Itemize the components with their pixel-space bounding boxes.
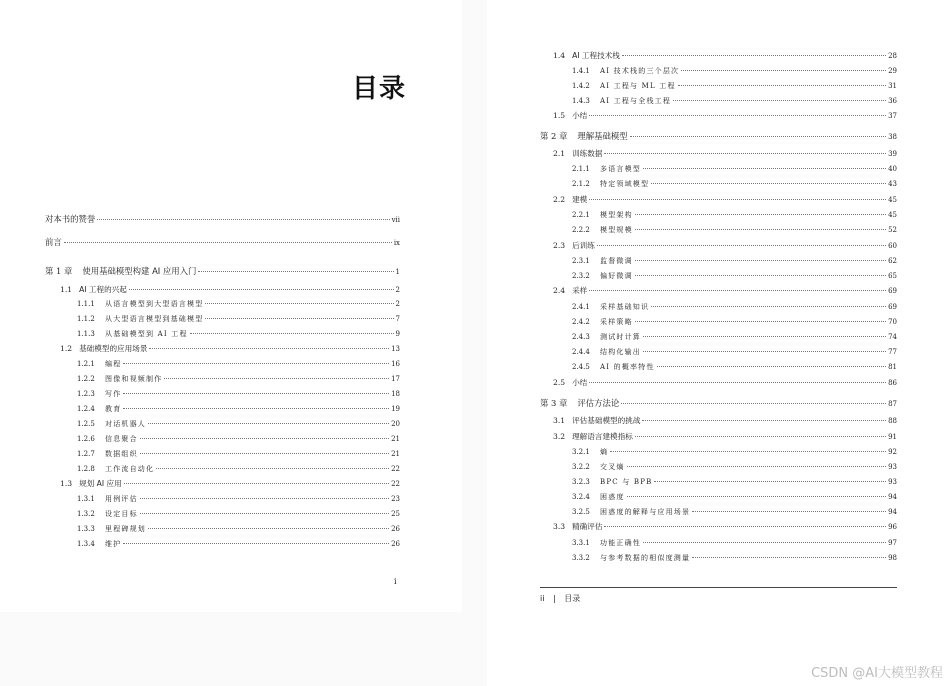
toc-entry-number: 2.1.1 <box>572 165 590 173</box>
toc-entry-page: 70 <box>888 318 897 326</box>
dot-leader <box>643 336 886 337</box>
dot-leader <box>654 481 886 482</box>
toc-entry-number: 1.3 <box>60 479 73 488</box>
toc-entry-number: 1.1 <box>60 285 73 294</box>
dot-leader <box>97 219 389 220</box>
toc-entry-page: 86 <box>888 379 897 387</box>
toc-entry-title: 信息聚合 <box>105 435 138 443</box>
toc-entry-title: 采样策略 <box>600 318 633 326</box>
toc-entry-title: 模型规模 <box>600 226 633 234</box>
toc-entry-title: AI 工程的兴起 <box>79 285 127 294</box>
toc-entry-title: 理解基础模型 <box>577 131 628 141</box>
dot-leader <box>148 528 389 529</box>
toc-entry-number: 3.3.1 <box>572 539 590 547</box>
toc-entry-page: 69 <box>888 287 897 295</box>
dot-leader <box>627 466 886 467</box>
toc-entry[interactable] <box>572 447 897 457</box>
toc-entry[interactable] <box>60 285 400 295</box>
toc-entry-page: 92 <box>888 448 897 456</box>
toc-entry-page: 2 <box>395 286 400 294</box>
toc-entry-page: 19 <box>391 405 400 413</box>
toc-entry-number: 1.2 <box>60 344 73 353</box>
toc-entry-title: BPC 与 BPB <box>600 478 653 486</box>
toc-entry-title: 基础模型的应用场景 <box>79 344 148 353</box>
toc-entry-page: 97 <box>888 539 897 547</box>
toc-entry-page: 20 <box>391 420 400 428</box>
toc-entry-title: 从大型语言模型到基础模型 <box>105 315 204 323</box>
toc-entry-page: 9 <box>395 330 400 338</box>
toc-entry-page: 39 <box>888 150 897 158</box>
toc-entry-number: 3.2.4 <box>572 493 590 501</box>
toc-entry-number: 1.2.6 <box>77 435 95 443</box>
toc-entry-page: 1 <box>395 268 400 276</box>
toc-entry-title: 数据组织 <box>105 450 138 458</box>
toc-entry-number: 3.2.5 <box>572 508 590 516</box>
toc-entry-title: 规划 AI 应用 <box>79 479 122 488</box>
dot-leader <box>123 363 389 364</box>
dot-leader <box>635 436 886 437</box>
toc-entry-number: 2.4.4 <box>572 348 590 356</box>
toc-entry-number: 第 2 章 <box>540 131 568 141</box>
toc-entry-number: 1.2.1 <box>77 360 95 368</box>
toc-entry-title: 从语言模型到大型语言模型 <box>105 300 204 308</box>
watermark: CSDN @AI大模型教程 <box>811 666 943 681</box>
dot-leader <box>678 85 886 86</box>
toc-entry-page: 69 <box>888 303 897 311</box>
toc-entry-number: 第 1 章 <box>45 266 73 276</box>
toc-entry-number: 1.3.2 <box>77 510 95 518</box>
dot-leader <box>148 423 389 424</box>
toc-entry-title: 精确评估 <box>572 522 603 531</box>
toc-entry[interactable] <box>77 524 400 534</box>
toc-entry-page: 25 <box>391 510 400 518</box>
toc-entry-title: 小结 <box>572 378 588 387</box>
dot-leader <box>651 183 886 184</box>
toc-entry[interactable] <box>45 266 400 277</box>
toc-entry-number: 1.4 <box>553 51 566 60</box>
toc-entry-page: 77 <box>888 348 897 356</box>
dot-leader <box>630 136 886 137</box>
toc-entry-page: 26 <box>391 540 400 548</box>
toc-entry[interactable] <box>553 195 897 205</box>
toc-entry[interactable] <box>572 179 897 189</box>
dot-leader <box>205 318 393 319</box>
toc-entry-number: 1.1.2 <box>77 315 95 323</box>
toc-entry-number: 2.5 <box>553 378 566 387</box>
toc-entry-page: 43 <box>888 180 897 188</box>
toc-entry-number: 1.2.8 <box>77 465 95 473</box>
toc-entry-page: 2 <box>395 300 400 308</box>
dot-leader <box>643 542 886 543</box>
toc-entry[interactable] <box>77 464 400 474</box>
toc-entry-number: 1.2.5 <box>77 420 95 428</box>
toc-entry-title: 困惑度的解释与应用场景 <box>600 508 691 516</box>
toc-entry[interactable] <box>77 539 400 549</box>
toc-entry-page: 21 <box>391 450 400 458</box>
toc-entry[interactable] <box>553 432 897 442</box>
toc-entry-page: 74 <box>888 333 897 341</box>
toc-entry-number: 1.2.2 <box>77 375 95 383</box>
dot-leader <box>651 306 886 307</box>
toc-entry[interactable] <box>540 398 897 409</box>
toc-entry-number: 2.4.3 <box>572 333 590 341</box>
toc-entry[interactable] <box>77 434 400 444</box>
toc-entry[interactable] <box>540 131 897 142</box>
toc-entry-number: 1.3.3 <box>77 525 95 533</box>
toc-entry-number: 2.4.2 <box>572 318 590 326</box>
toc-entry-title: 理解语言建模指标 <box>572 432 633 441</box>
toc-entry-page: 16 <box>391 360 400 368</box>
dot-leader <box>642 420 886 421</box>
toc-entry[interactable] <box>572 477 897 487</box>
toc-entry-number: 2.3 <box>553 241 566 250</box>
toc-entry-title: 采样基础知识 <box>600 303 650 311</box>
dot-leader <box>643 168 886 169</box>
toc-entry-number: 1.2.7 <box>77 450 95 458</box>
dot-leader <box>123 408 389 409</box>
toc-entry-title: 里程碑规划 <box>105 525 146 533</box>
toc-entry-page: 52 <box>888 226 897 234</box>
toc-entry[interactable] <box>77 359 400 369</box>
toc-entry[interactable] <box>572 362 897 372</box>
toc-entry-title: 后训练 <box>572 241 595 250</box>
toc-entry[interactable] <box>553 378 897 388</box>
dot-leader <box>149 348 389 349</box>
dot-leader <box>140 513 389 514</box>
dot-leader <box>589 199 886 200</box>
toc-entry-number: 3.3.2 <box>572 554 590 562</box>
toc-entry[interactable] <box>572 317 897 327</box>
toc-entry-title: 写作 <box>105 390 122 398</box>
toc-entry-page: 94 <box>888 493 897 501</box>
toc-entry-title: 前言 <box>45 237 62 247</box>
toc-entry[interactable] <box>572 302 897 312</box>
toc-entry-number: 2.3.1 <box>572 257 590 265</box>
toc-entry-page: 17 <box>391 375 400 383</box>
dot-leader <box>140 498 389 499</box>
toc-entry[interactable] <box>553 241 897 251</box>
dot-leader <box>589 382 886 383</box>
toc-entry-title: 工作流自动化 <box>105 465 155 473</box>
toc-entry[interactable] <box>572 96 897 106</box>
toc-entry-title: 使用基础模型构建 AI 应用入门 <box>82 266 197 276</box>
toc-entry-page: 38 <box>888 133 897 141</box>
toc-entry-title: 监督微调 <box>600 257 633 265</box>
toc-entry[interactable] <box>572 538 897 548</box>
toc-entry-title: 从基础模型到 AI 工程 <box>105 330 188 338</box>
toc-entry-number: 3.2.3 <box>572 478 590 486</box>
toc-entry-title: 对话机器人 <box>105 420 146 428</box>
toc-entry[interactable] <box>572 507 897 517</box>
dot-leader <box>140 453 389 454</box>
toc-entry-page: vii <box>391 216 400 224</box>
toc-entry-page: 93 <box>888 463 897 471</box>
toc-entry[interactable] <box>77 509 400 519</box>
toc-entry-number: 2.2.2 <box>572 226 590 234</box>
toc-entry-page: 29 <box>888 67 897 75</box>
dot-leader <box>156 468 389 469</box>
footer-page-number: ii <box>540 594 545 603</box>
dot-leader <box>597 245 886 246</box>
toc-entry-number: 3.2.2 <box>572 463 590 471</box>
toc-entry[interactable] <box>553 51 897 61</box>
footer-rule <box>540 587 897 588</box>
toc-entry-title: 熵 <box>600 448 609 456</box>
toc-entry-page: 31 <box>888 82 897 90</box>
toc-entry-title: 小结 <box>572 111 588 120</box>
dot-leader <box>140 438 389 439</box>
dot-leader <box>123 543 389 544</box>
toc-entry-page: 60 <box>888 242 897 250</box>
toc-entry-number: 2.2 <box>553 195 566 204</box>
toc-entry[interactable] <box>77 329 400 339</box>
toc-entry[interactable] <box>572 271 897 281</box>
toc-entry-number: 1.1.3 <box>77 330 95 338</box>
toc-entry-title: 采样 <box>572 286 588 295</box>
toc-entry-number: 1.4.2 <box>572 82 590 90</box>
toc-entry-page: 13 <box>391 345 400 353</box>
toc-entry[interactable] <box>572 332 897 342</box>
toc-entry-number: 1.2.4 <box>77 405 95 413</box>
dot-leader <box>657 366 886 367</box>
toc-entry-page: 45 <box>888 211 897 219</box>
toc-entry-page: 96 <box>888 523 897 531</box>
toc-entry-page: 93 <box>888 478 897 486</box>
dot-leader <box>129 289 394 290</box>
toc-entry-number: 1.1.1 <box>77 300 95 308</box>
dot-leader <box>64 242 392 243</box>
toc-entry-title: 评估方法论 <box>577 398 620 408</box>
toc-entry-page: 88 <box>888 417 897 425</box>
dot-leader <box>635 260 886 261</box>
dot-leader <box>681 70 886 71</box>
toc-entry-page: 65 <box>888 272 897 280</box>
toc-entry-title: 设定目标 <box>105 510 138 518</box>
dot-leader <box>692 511 886 512</box>
toc-entry-page: 22 <box>391 480 400 488</box>
toc-entry-page: 98 <box>888 554 897 562</box>
dot-leader <box>635 214 886 215</box>
toc-entry-number: 2.1 <box>553 149 566 158</box>
toc-entry-title: 教育 <box>105 405 122 413</box>
toc-entry[interactable] <box>60 344 400 354</box>
toc-entry-number: 2.4 <box>553 286 566 295</box>
toc-entry[interactable] <box>553 522 897 532</box>
toc-entry-title: 偏好微调 <box>600 272 633 280</box>
toc-entry-number: 1.3.4 <box>77 540 95 548</box>
toc-entry[interactable] <box>45 237 400 248</box>
dot-leader <box>190 333 394 334</box>
toc-entry[interactable] <box>572 210 897 220</box>
dot-leader <box>124 483 389 484</box>
toc-entry-title: AI 的概率特性 <box>600 363 655 371</box>
toc-entry-number: 1.4.3 <box>572 97 590 105</box>
toc-entry-page: 87 <box>888 400 897 408</box>
toc-entry-page: 7 <box>395 315 400 323</box>
toc-entry-number: 2.1.2 <box>572 180 590 188</box>
toc-entry[interactable] <box>553 149 897 159</box>
toc-entry-number: 3.2.1 <box>572 448 590 456</box>
toc-entry-title: 测试时计算 <box>600 333 641 341</box>
toc-entry[interactable] <box>572 256 897 266</box>
dot-leader <box>621 403 886 404</box>
toc-entry[interactable] <box>553 286 897 296</box>
toc-entry-number: 第 3 章 <box>540 398 568 408</box>
toc-entry-title: 交叉熵 <box>600 463 625 471</box>
toc-entry-page: 26 <box>391 525 400 533</box>
toc-entry-title: 困惑度 <box>600 493 625 501</box>
toc-entry[interactable] <box>553 416 897 426</box>
dot-leader <box>635 275 886 276</box>
toc-entry[interactable] <box>77 404 400 414</box>
toc-entry[interactable] <box>572 225 897 235</box>
toc-entry-page: 37 <box>888 112 897 120</box>
dot-leader <box>635 321 886 322</box>
toc-entry-number: 2.4.5 <box>572 363 590 371</box>
toc-entry[interactable] <box>77 314 400 324</box>
left-page-number: i <box>394 577 397 586</box>
toc-entry-number: 3.3 <box>553 522 566 531</box>
dot-leader <box>673 100 886 101</box>
dot-leader <box>205 303 393 304</box>
toc-entry-page: 23 <box>391 495 400 503</box>
toc-entry[interactable] <box>572 66 897 76</box>
footer-separator: | <box>553 594 556 603</box>
toc-entry[interactable] <box>77 374 400 384</box>
toc-entry-title: 对本书的赞誉 <box>45 214 96 224</box>
toc-entry-page: 62 <box>888 257 897 265</box>
toc-entry-title: 多语言模型 <box>600 165 641 173</box>
toc-entry-title: 功能正确性 <box>600 539 641 547</box>
toc-entry-number: 2.2.1 <box>572 211 590 219</box>
toc-title: 目录 <box>352 74 407 104</box>
toc-entry-title: 用例评估 <box>105 495 138 503</box>
toc-entry-page: 22 <box>391 465 400 473</box>
toc-entry[interactable] <box>60 479 400 489</box>
toc-entry[interactable] <box>572 347 897 357</box>
toc-entry-page: 21 <box>391 435 400 443</box>
toc-entry-number: 2.3.2 <box>572 272 590 280</box>
toc-entry-number: 1.2.3 <box>77 390 95 398</box>
toc-entry-title: 结构化输出 <box>600 348 641 356</box>
toc-entry[interactable] <box>572 81 897 91</box>
toc-entry-title: 维护 <box>105 540 122 548</box>
toc-entry[interactable] <box>77 299 400 309</box>
toc-entry-title: 建模 <box>572 195 588 204</box>
toc-entry[interactable] <box>77 494 400 504</box>
toc-entry-page: 94 <box>888 508 897 516</box>
toc-entry-title: 评估基础模型的挑战 <box>572 416 641 425</box>
toc-entry[interactable] <box>77 449 400 459</box>
toc-entry-title: AI 工程与全栈工程 <box>600 97 672 105</box>
toc-entry-page: 91 <box>888 433 897 441</box>
dot-leader <box>198 271 393 272</box>
toc-entry-number: 1.3.1 <box>77 495 95 503</box>
toc-entry-page: ix <box>393 239 400 247</box>
dot-leader <box>622 55 886 56</box>
toc-entry-number: 3.2 <box>553 432 566 441</box>
toc-entry[interactable] <box>77 419 400 429</box>
toc-entry[interactable] <box>553 111 897 121</box>
toc-entry-page: 40 <box>888 165 897 173</box>
toc-entry-page: 28 <box>888 52 897 60</box>
toc-entry-title: AI 工程与 ML 工程 <box>600 82 676 90</box>
toc-entry[interactable] <box>45 214 400 225</box>
dot-leader <box>164 378 389 379</box>
toc-entry-page: 81 <box>888 363 897 371</box>
toc-entry[interactable] <box>572 553 897 563</box>
toc-entry[interactable] <box>572 164 897 174</box>
toc-entry-page: 45 <box>888 196 897 204</box>
toc-entry-title: 训练数据 <box>572 149 603 158</box>
dot-leader <box>604 153 886 154</box>
toc-entry-title: 与参考数据的相似度测量 <box>600 554 691 562</box>
dot-leader <box>123 393 389 394</box>
toc-entry[interactable] <box>77 389 400 399</box>
toc-entry-title: 特定领域模型 <box>600 180 650 188</box>
toc-entry-title: AI 工程技术栈 <box>572 51 620 60</box>
toc-entry[interactable] <box>572 492 897 502</box>
toc-entry-number: 3.1 <box>553 416 566 425</box>
right-footer <box>540 593 580 604</box>
dot-leader <box>589 290 886 291</box>
toc-entry-title: 图像和视频制作 <box>105 375 163 383</box>
toc-entry-number: 1.4.1 <box>572 67 590 75</box>
dot-leader <box>610 451 886 452</box>
toc-entry-number: 1.5 <box>553 111 566 120</box>
dot-leader <box>627 496 886 497</box>
toc-entry-page: 36 <box>888 97 897 105</box>
toc-entry-page: 18 <box>391 390 400 398</box>
toc-entry-title: 编程 <box>105 360 122 368</box>
toc-entry[interactable] <box>572 462 897 472</box>
toc-entry-number: 2.4.1 <box>572 303 590 311</box>
dot-leader <box>604 526 886 527</box>
dot-leader <box>692 557 886 558</box>
toc-entry-title: 模型架构 <box>600 211 633 219</box>
dot-leader <box>635 229 886 230</box>
toc-entry-title: AI 技术栈的三个层次 <box>600 67 680 75</box>
footer-title: 目录 <box>564 594 581 603</box>
dot-leader <box>643 351 886 352</box>
dot-leader <box>589 115 886 116</box>
